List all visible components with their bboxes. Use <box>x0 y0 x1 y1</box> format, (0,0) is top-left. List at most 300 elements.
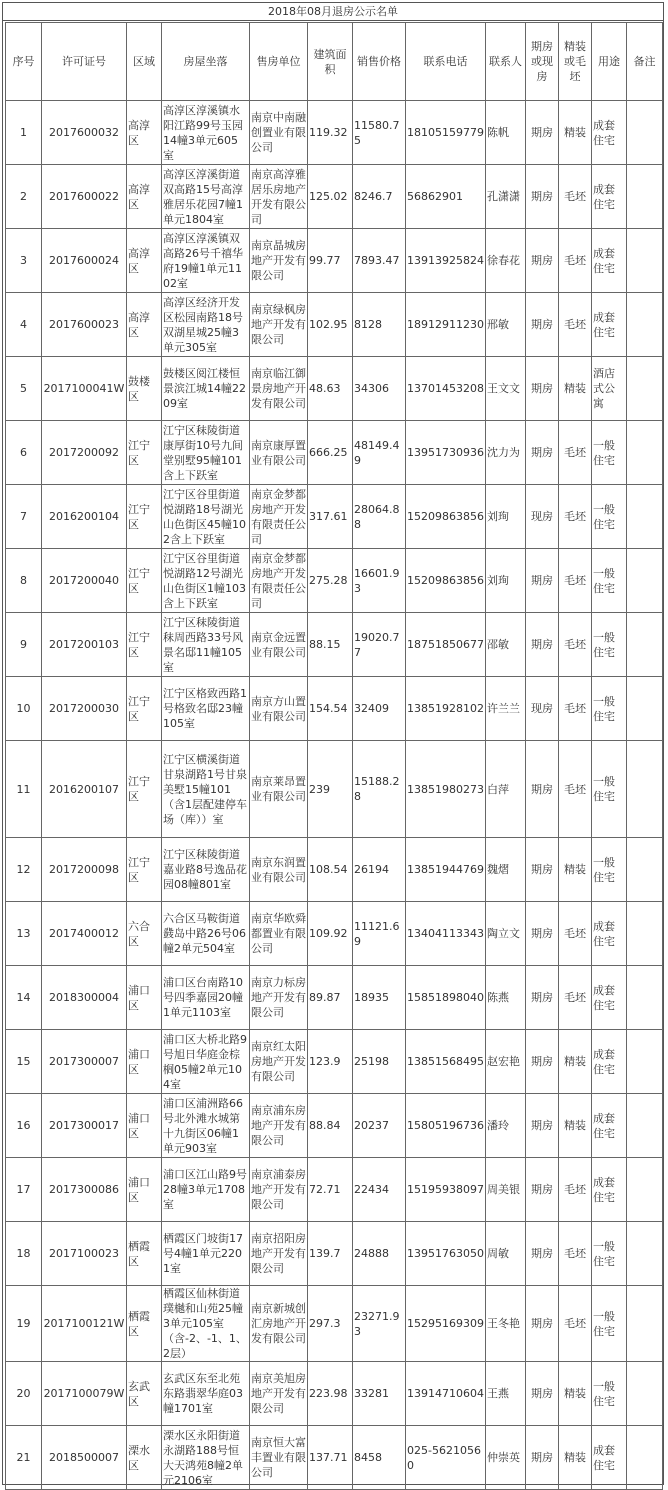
cell-contact: 孔潇潇 <box>486 165 526 229</box>
cell-contact: 陈帆 <box>486 101 526 165</box>
cell-remark <box>627 101 663 165</box>
cell-usage: 成套住宅 <box>592 966 627 1030</box>
cell-seller: 南京康厚置业有限公司 <box>250 421 308 485</box>
cell-decoration: 毛坯 <box>559 613 592 677</box>
cell-license: 2017200040 <box>42 549 127 613</box>
cell-license: 2017400012 <box>42 902 127 966</box>
cell-phone: 13851568495 <box>406 1030 486 1094</box>
cell-district: 江宁区 <box>127 421 162 485</box>
cell-contact: 王冬艳 <box>486 1286 526 1362</box>
table-row <box>6 165 663 229</box>
cell-contact: 刘珣 <box>486 549 526 613</box>
cell-delivery: 期房 <box>526 838 559 902</box>
cell-price: 23271.93 <box>353 1286 406 1362</box>
cell-seller: 南京美旭房地产开发有限公司 <box>250 1362 308 1426</box>
table-row <box>6 838 663 902</box>
cell-phone: 15805196736 <box>406 1094 486 1158</box>
cell-remark <box>627 549 663 613</box>
header-district: 区域 <box>127 23 162 101</box>
cell-seller: 南京临江御景房地产开发有限公司 <box>250 357 308 421</box>
cell-address: 六合区马鞍街道鼗岛中路26号06幢2单元504室 <box>162 902 250 966</box>
cell-price: 8458 <box>353 1426 406 1490</box>
cell-area: 154.54 <box>308 677 353 741</box>
cell-remark <box>627 838 663 902</box>
header-delivery: 期房或现房 <box>526 23 559 101</box>
cell-seq: 11 <box>6 741 42 838</box>
cell-price: 22434 <box>353 1158 406 1222</box>
cell-contact: 邢敏 <box>486 293 526 357</box>
cell-seller: 南京新城创汇房地产开发有限公司 <box>250 1286 308 1362</box>
cell-area: 119.32 <box>308 101 353 165</box>
cell-usage: 一般住宅 <box>592 677 627 741</box>
table-header-row <box>6 23 663 101</box>
cell-district: 鼓楼区 <box>127 357 162 421</box>
cell-remark <box>627 357 663 421</box>
cell-contact: 沈力为 <box>486 421 526 485</box>
cell-district: 江宁区 <box>127 613 162 677</box>
cell-phone: 13404113343 <box>406 902 486 966</box>
cell-district: 浦口区 <box>127 1030 162 1094</box>
cell-delivery: 期房 <box>526 902 559 966</box>
cell-license: 2017600032 <box>42 101 127 165</box>
cell-seq: 1 <box>6 101 42 165</box>
cell-area: 48.63 <box>308 357 353 421</box>
table-row <box>6 613 663 677</box>
cell-address: 浦口区江山路9号28幢3单元1708室 <box>162 1158 250 1222</box>
cell-price: 11580.75 <box>353 101 406 165</box>
cell-address: 江宁区谷里街道悦湖路18号湖光山色街区45幢102含上下跃室 <box>162 485 250 549</box>
cell-remark <box>627 229 663 293</box>
cell-district: 高淳区 <box>127 293 162 357</box>
header-usage: 用途 <box>592 23 627 101</box>
cell-delivery: 期房 <box>526 1426 559 1490</box>
cell-area: 123.9 <box>308 1030 353 1094</box>
cell-seq: 19 <box>6 1286 42 1362</box>
table-row <box>6 229 663 293</box>
cell-remark <box>627 902 663 966</box>
cell-delivery: 现房 <box>526 485 559 549</box>
cell-remark <box>627 1222 663 1286</box>
header-phone: 联系电话 <box>406 23 486 101</box>
cell-seq: 13 <box>6 902 42 966</box>
cell-price: 48149.49 <box>353 421 406 485</box>
cell-decoration: 毛坯 <box>559 1222 592 1286</box>
cell-delivery: 期房 <box>526 293 559 357</box>
cell-remark <box>627 1286 663 1362</box>
cell-delivery: 期房 <box>526 101 559 165</box>
cell-phone: 18912911230 <box>406 293 486 357</box>
cell-area: 223.98 <box>308 1362 353 1426</box>
cell-delivery: 期房 <box>526 165 559 229</box>
cell-area: 137.71 <box>308 1426 353 1490</box>
cell-usage: 酒店式公寓 <box>592 357 627 421</box>
table-row <box>6 1362 663 1426</box>
cell-decoration: 精装 <box>559 1094 592 1158</box>
cell-address: 高淳区淳溪街道双高路15号高淳雅居乐花园7幢1单元1804室 <box>162 165 250 229</box>
cell-address: 玄武区东至北苑东路翡翠华庭03幢1701室 <box>162 1362 250 1426</box>
cell-delivery: 期房 <box>526 357 559 421</box>
cell-seller: 南京中南融创置业有限公司 <box>250 101 308 165</box>
cell-address: 高淳区淳溪镇水阳江路99号玉园14幢3单元605室 <box>162 101 250 165</box>
cell-seller: 南京金梦都房地产开发有限责任公司 <box>250 485 308 549</box>
cell-delivery: 期房 <box>526 421 559 485</box>
cell-usage: 成套住宅 <box>592 902 627 966</box>
cell-price: 25198 <box>353 1030 406 1094</box>
cell-seller: 南京恒大富丰置业有限公司 <box>250 1426 308 1490</box>
header-price: 销售价格 <box>353 23 406 101</box>
header-remark: 备注 <box>627 23 663 101</box>
table-row <box>6 1094 663 1158</box>
cell-district: 溧水区 <box>127 1426 162 1490</box>
cell-seq: 2 <box>6 165 42 229</box>
cell-address: 栖霞区仙林街道璞樾和山苑25幢3单元105室（含-2、-1、1、2层） <box>162 1286 250 1362</box>
cell-district: 浦口区 <box>127 966 162 1030</box>
cell-address: 江宁区谷里街道悦湖路12号湖光山色街区1幢103含上下跃室 <box>162 549 250 613</box>
cell-delivery: 期房 <box>526 741 559 838</box>
cell-area: 109.92 <box>308 902 353 966</box>
cell-seller: 南京招阳房地产开发有限公司 <box>250 1222 308 1286</box>
cell-district: 高淳区 <box>127 165 162 229</box>
cell-contact: 周美银 <box>486 1158 526 1222</box>
cell-license: 2017200103 <box>42 613 127 677</box>
table-row <box>6 549 663 613</box>
cell-delivery: 期房 <box>526 549 559 613</box>
cell-decoration: 毛坯 <box>559 165 592 229</box>
cell-license: 2017100041W <box>42 357 127 421</box>
cell-usage: 一般住宅 <box>592 1362 627 1426</box>
cell-seller: 南京力标房地产开发有限公司 <box>250 966 308 1030</box>
cell-license: 2017300086 <box>42 1158 127 1222</box>
cell-phone: 13851944769 <box>406 838 486 902</box>
cell-seller: 南京金远置业有限公司 <box>250 613 308 677</box>
cell-district: 江宁区 <box>127 549 162 613</box>
cell-phone: 15209863856 <box>406 549 486 613</box>
cell-area: 139.7 <box>308 1222 353 1286</box>
cell-decoration: 毛坯 <box>559 741 592 838</box>
cell-address: 江宁区横溪街道甘泉湖路1号甘泉美墅15幢101（含1层配建停车场（库））室 <box>162 741 250 838</box>
cell-remark <box>627 1094 663 1158</box>
table-row <box>6 421 663 485</box>
cell-price: 11121.69 <box>353 902 406 966</box>
cell-phone: 15209863856 <box>406 485 486 549</box>
header-license: 许可证号 <box>42 23 127 101</box>
cell-seq: 12 <box>6 838 42 902</box>
cell-delivery: 期房 <box>526 613 559 677</box>
cell-price: 7893.47 <box>353 229 406 293</box>
cell-decoration: 毛坯 <box>559 677 592 741</box>
cell-contact: 仲崇英 <box>486 1426 526 1490</box>
cell-area: 275.28 <box>308 549 353 613</box>
cell-remark <box>627 677 663 741</box>
cell-phone: 13951763050 <box>406 1222 486 1286</box>
cell-price: 18935 <box>353 966 406 1030</box>
cell-license: 2016200104 <box>42 485 127 549</box>
cell-district: 高淳区 <box>127 229 162 293</box>
cell-phone: 13851928102 <box>406 677 486 741</box>
cell-remark <box>627 421 663 485</box>
cell-address: 浦口区浦洲路66号北外滩水城第十九街区06幢1单元903室 <box>162 1094 250 1158</box>
cell-district: 浦口区 <box>127 1158 162 1222</box>
cell-address: 浦口区台南路10号四季嘉园20幢1单元1103室 <box>162 966 250 1030</box>
cell-address: 高淳区经济开发区松园南路18号双湖星城25幢3单元305室 <box>162 293 250 357</box>
cell-price: 24888 <box>353 1222 406 1286</box>
cell-usage: 成套住宅 <box>592 229 627 293</box>
cell-delivery: 期房 <box>526 229 559 293</box>
cell-seq: 3 <box>6 229 42 293</box>
cell-phone: 18105159779 <box>406 101 486 165</box>
cell-remark <box>627 1030 663 1094</box>
cell-usage: 一般住宅 <box>592 1286 627 1362</box>
cell-district: 江宁区 <box>127 838 162 902</box>
cell-price: 16601.93 <box>353 549 406 613</box>
cell-seq: 9 <box>6 613 42 677</box>
header-area: 建筑面积 <box>308 23 353 101</box>
cell-address: 江宁区格致西路1号格致名邸23幢105室 <box>162 677 250 741</box>
cell-remark <box>627 1426 663 1490</box>
cell-remark <box>627 1362 663 1426</box>
refund-notice-table <box>5 22 663 1490</box>
header-decoration: 精装或毛坯 <box>559 23 592 101</box>
cell-contact: 周敏 <box>486 1222 526 1286</box>
header-contact: 联系人 <box>486 23 526 101</box>
cell-district: 浦口区 <box>127 1094 162 1158</box>
cell-delivery: 期房 <box>526 1094 559 1158</box>
cell-license: 2018300004 <box>42 966 127 1030</box>
cell-price: 32409 <box>353 677 406 741</box>
notice-frame <box>2 2 664 1485</box>
cell-usage: 一般住宅 <box>592 549 627 613</box>
cell-license: 2017600023 <box>42 293 127 357</box>
cell-delivery: 期房 <box>526 1158 559 1222</box>
cell-seller: 南京莱昂置业有限公司 <box>250 741 308 838</box>
cell-district: 江宁区 <box>127 741 162 838</box>
cell-area: 72.71 <box>308 1158 353 1222</box>
cell-seller: 南京浦东房地产开发有限公司 <box>250 1094 308 1158</box>
cell-license: 2018500007 <box>42 1426 127 1490</box>
cell-seller: 南京东润置业有限公司 <box>250 838 308 902</box>
cell-price: 26194 <box>353 838 406 902</box>
cell-decoration: 精装 <box>559 357 592 421</box>
cell-area: 99.77 <box>308 229 353 293</box>
cell-usage: 一般住宅 <box>592 485 627 549</box>
cell-usage: 成套住宅 <box>592 293 627 357</box>
cell-delivery: 期房 <box>526 1222 559 1286</box>
cell-license: 2017300007 <box>42 1030 127 1094</box>
cell-address: 江宁区秣陵街道康厚街10号九间堂别墅95幢101含上下跃室 <box>162 421 250 485</box>
cell-price: 8246.7 <box>353 165 406 229</box>
cell-decoration: 毛坯 <box>559 549 592 613</box>
cell-seq: 18 <box>6 1222 42 1286</box>
cell-contact: 许兰兰 <box>486 677 526 741</box>
cell-seller: 南京晶城房地产开发有限公司 <box>250 229 308 293</box>
cell-remark <box>627 966 663 1030</box>
cell-address: 高淳区淳溪镇双高路26号千禧华府19幢1单元1102室 <box>162 229 250 293</box>
cell-contact: 赵宏艳 <box>486 1030 526 1094</box>
cell-price: 28064.88 <box>353 485 406 549</box>
table-row <box>6 357 663 421</box>
cell-area: 297.3 <box>308 1286 353 1362</box>
table-row <box>6 1286 663 1362</box>
cell-delivery: 期房 <box>526 1362 559 1426</box>
cell-remark <box>627 485 663 549</box>
cell-usage: 一般住宅 <box>592 838 627 902</box>
cell-area: 88.84 <box>308 1094 353 1158</box>
table-row <box>6 1158 663 1222</box>
cell-seq: 7 <box>6 485 42 549</box>
cell-usage: 一般住宅 <box>592 613 627 677</box>
cell-decoration: 精装 <box>559 1362 592 1426</box>
cell-seq: 10 <box>6 677 42 741</box>
cell-license: 2017100079W <box>42 1362 127 1426</box>
cell-district: 江宁区 <box>127 677 162 741</box>
cell-seq: 5 <box>6 357 42 421</box>
cell-usage: 成套住宅 <box>592 1426 627 1490</box>
cell-area: 88.15 <box>308 613 353 677</box>
cell-phone: 13913925824 <box>406 229 486 293</box>
cell-area: 125.02 <box>308 165 353 229</box>
table-row <box>6 293 663 357</box>
table-row <box>6 677 663 741</box>
cell-contact: 魏熠 <box>486 838 526 902</box>
cell-usage: 成套住宅 <box>592 101 627 165</box>
cell-license: 2016200107 <box>42 741 127 838</box>
cell-usage: 成套住宅 <box>592 165 627 229</box>
cell-remark <box>627 741 663 838</box>
cell-usage: 一般住宅 <box>592 1222 627 1286</box>
cell-seller: 南京金梦都房地产开发有限责任公司 <box>250 549 308 613</box>
cell-usage: 一般住宅 <box>592 741 627 838</box>
notice-title: 2018年08月退房公示名单 <box>3 3 663 21</box>
cell-decoration: 精装 <box>559 1030 592 1094</box>
cell-seller: 南京方山置业有限公司 <box>250 677 308 741</box>
cell-seq: 20 <box>6 1362 42 1426</box>
cell-area: 239 <box>308 741 353 838</box>
cell-price: 19020.77 <box>353 613 406 677</box>
table-row <box>6 902 663 966</box>
cell-contact: 陶立文 <box>486 902 526 966</box>
cell-license: 2017200030 <box>42 677 127 741</box>
cell-seq: 8 <box>6 549 42 613</box>
cell-seq: 16 <box>6 1094 42 1158</box>
cell-decoration: 精装 <box>559 101 592 165</box>
header-address: 房屋坐落 <box>162 23 250 101</box>
header-seq: 序号 <box>6 23 42 101</box>
cell-contact: 王文文 <box>486 357 526 421</box>
cell-address: 浦口区大桥北路9号旭日华庭金棕榈05幢2单元104室 <box>162 1030 250 1094</box>
cell-seller: 南京绿枫房地产开发有限公司 <box>250 293 308 357</box>
cell-remark <box>627 613 663 677</box>
cell-usage: 成套住宅 <box>592 1030 627 1094</box>
cell-contact: 陈燕 <box>486 966 526 1030</box>
cell-seller: 南京高淳雅居乐房地产开发有限公司 <box>250 165 308 229</box>
cell-seq: 14 <box>6 966 42 1030</box>
cell-decoration: 毛坯 <box>559 902 592 966</box>
cell-area: 102.95 <box>308 293 353 357</box>
cell-seller: 南京红太阳房地产开发有限公司 <box>250 1030 308 1094</box>
cell-phone: 025-56210560 <box>406 1426 486 1490</box>
cell-seller: 南京浦泰房地产开发有限公司 <box>250 1158 308 1222</box>
cell-phone: 15195938097 <box>406 1158 486 1222</box>
cell-decoration: 毛坯 <box>559 1286 592 1362</box>
cell-phone: 15851898040 <box>406 966 486 1030</box>
cell-seq: 21 <box>6 1426 42 1490</box>
table-row <box>6 1426 663 1490</box>
cell-seq: 6 <box>6 421 42 485</box>
cell-area: 317.61 <box>308 485 353 549</box>
cell-address: 江宁区秣陵街道秣周西路33号风景名邸11幢105室 <box>162 613 250 677</box>
cell-remark <box>627 165 663 229</box>
cell-phone: 18751850677 <box>406 613 486 677</box>
cell-delivery: 现房 <box>526 677 559 741</box>
header-seller: 售房单位 <box>250 23 308 101</box>
cell-district: 玄武区 <box>127 1362 162 1426</box>
cell-decoration: 毛坯 <box>559 485 592 549</box>
cell-price: 15188.28 <box>353 741 406 838</box>
cell-phone: 56862901 <box>406 165 486 229</box>
cell-price: 8128 <box>353 293 406 357</box>
table-row <box>6 1222 663 1286</box>
cell-delivery: 期房 <box>526 1286 559 1362</box>
cell-remark <box>627 1158 663 1222</box>
cell-decoration: 毛坯 <box>559 293 592 357</box>
cell-license: 2017600024 <box>42 229 127 293</box>
cell-license: 2017200098 <box>42 838 127 902</box>
cell-contact: 邵敏 <box>486 613 526 677</box>
cell-phone: 13951730936 <box>406 421 486 485</box>
cell-license: 2017100121W <box>42 1286 127 1362</box>
cell-remark <box>627 293 663 357</box>
cell-license: 2017300017 <box>42 1094 127 1158</box>
cell-area: 108.54 <box>308 838 353 902</box>
cell-contact: 潘玲 <box>486 1094 526 1158</box>
table-row <box>6 966 663 1030</box>
cell-phone: 13914710604 <box>406 1362 486 1426</box>
table-row <box>6 101 663 165</box>
cell-phone: 15295169309 <box>406 1286 486 1362</box>
cell-delivery: 期房 <box>526 966 559 1030</box>
cell-contact: 徐春花 <box>486 229 526 293</box>
cell-district: 六合区 <box>127 902 162 966</box>
cell-address: 栖霞区门坡街17号4幢1单元2201室 <box>162 1222 250 1286</box>
cell-area: 666.25 <box>308 421 353 485</box>
cell-usage: 一般住宅 <box>592 421 627 485</box>
cell-address: 鼓楼区阅江楼恒景滨江城14幢2209室 <box>162 357 250 421</box>
cell-license: 2017600022 <box>42 165 127 229</box>
cell-district: 栖霞区 <box>127 1286 162 1362</box>
cell-contact: 王燕 <box>486 1362 526 1426</box>
cell-seq: 4 <box>6 293 42 357</box>
cell-area: 89.87 <box>308 966 353 1030</box>
cell-decoration: 精装 <box>559 1426 592 1490</box>
cell-district: 高淳区 <box>127 101 162 165</box>
table-row <box>6 741 663 838</box>
cell-decoration: 毛坯 <box>559 966 592 1030</box>
cell-address: 江宁区秣陵街道嘉业路8号逸品花园08幢801室 <box>162 838 250 902</box>
cell-district: 江宁区 <box>127 485 162 549</box>
table-row <box>6 1030 663 1094</box>
cell-price: 20237 <box>353 1094 406 1158</box>
cell-usage: 成套住宅 <box>592 1158 627 1222</box>
cell-license: 2017200092 <box>42 421 127 485</box>
cell-seller: 南京华欧舜都置业有限公司 <box>250 902 308 966</box>
cell-seq: 15 <box>6 1030 42 1094</box>
cell-license: 2017100023 <box>42 1222 127 1286</box>
cell-contact: 白萍 <box>486 741 526 838</box>
cell-delivery: 期房 <box>526 1030 559 1094</box>
cell-phone: 13701453208 <box>406 357 486 421</box>
cell-decoration: 毛坯 <box>559 1158 592 1222</box>
cell-seq: 17 <box>6 1158 42 1222</box>
